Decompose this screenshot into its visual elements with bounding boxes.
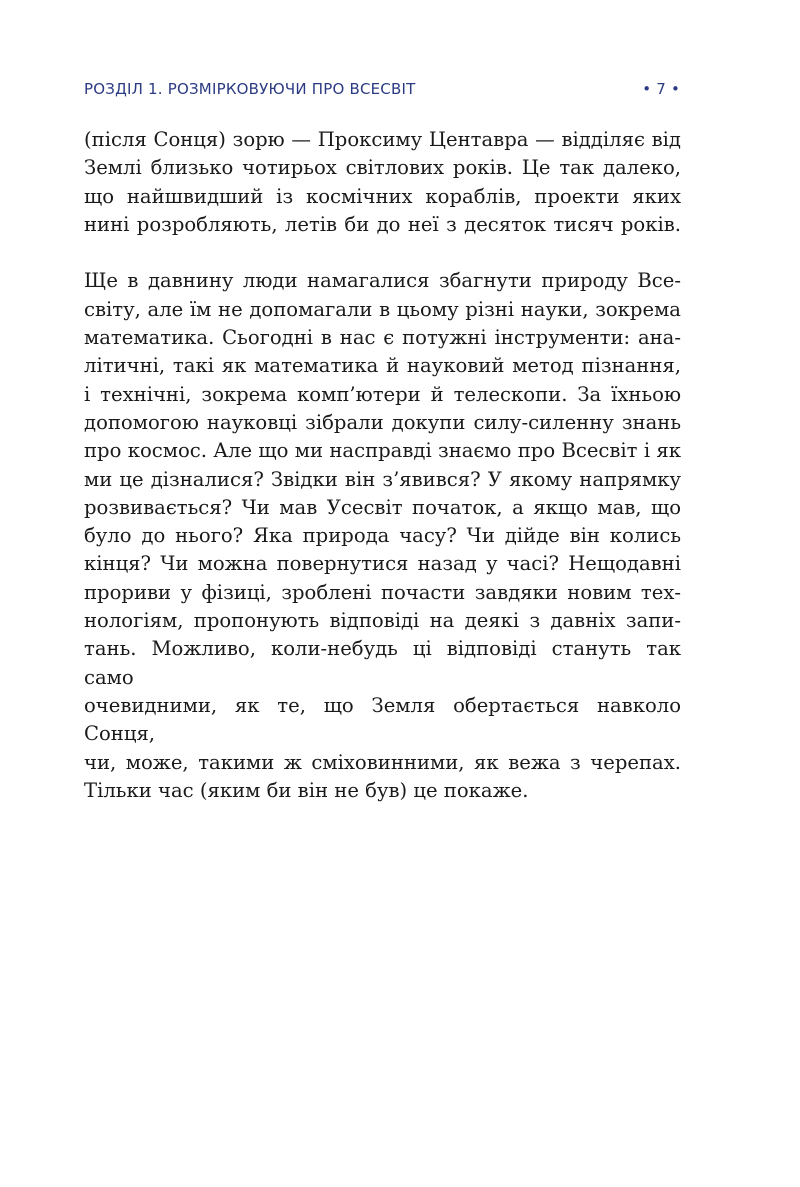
text-line: чи, може, такими ж сміховинними, як вежа з черепах.	[84, 750, 681, 774]
text-line: ми це дізналися? Звідки він з’явився? У якому напрямку	[84, 467, 681, 491]
chapter-title: РОЗДІЛ 1. РОЗМІРКОВУЮЧИ ПРО ВСЕСВІТ	[84, 80, 416, 98]
text-line: світу, але їм не допомагали в цьому різні науки, зокрема	[84, 297, 681, 321]
text-line: очевидними, як те, що Земля обертається навколо Сонця,	[84, 693, 681, 746]
text-line: допомогою науковці зібрали докупи силу-силенну знань	[84, 410, 681, 434]
text-line: літичні, такі як математика й науковий метод пізнання,	[84, 354, 681, 378]
text-line: було до нього? Яка природа часу? Чи дійде він колись	[84, 524, 681, 548]
text-line: тань. Можливо, коли-небудь ці відповіді стануть так само	[84, 637, 681, 689]
paragraph-2	[84, 267, 681, 805]
text-line: що найшвидший із космічних кораблів, проекти яких	[84, 184, 681, 208]
text-line: Ще в давнину люди намагалися збагнути природу Все-	[84, 269, 681, 293]
paragraph-1	[84, 126, 681, 239]
text-line: Тільки час (яким би він не був) це покаже.	[84, 778, 529, 802]
text-line: розвивається? Чи мав Усесвіт початок, а якщо мав, що	[84, 495, 681, 519]
text-line: про космос. Але що ми насправді знаємо про Всесвіт і як	[84, 439, 681, 463]
text-line: прориви у фізиці, зроблені почасти завдяки новим тех-	[84, 580, 681, 604]
text-line: нологіям, пропонують відповіді на деякі з давніх запи-	[84, 609, 681, 633]
text-line: Землі близько чотирьох світлових років. Це так далеко,	[84, 156, 681, 180]
text-line: математика. Сьогодні в нас є потужні інструменти: ана-	[84, 326, 681, 350]
page-number: • 7 •	[642, 80, 680, 98]
running-header	[84, 78, 680, 100]
text-line: кінця? Чи можна повернутися назад у часі? Нещодавні	[84, 552, 681, 576]
text-line: (після Сонця) зорю — Проксиму Центавра — відділяє від	[84, 128, 681, 151]
body-text	[84, 126, 681, 833]
text-line: і технічні, зокрема комп’ютери й телескопи. За їхньою	[84, 382, 681, 406]
text-line: нині розробляють, летів би до неї з десяток тисяч років.	[84, 212, 681, 236]
